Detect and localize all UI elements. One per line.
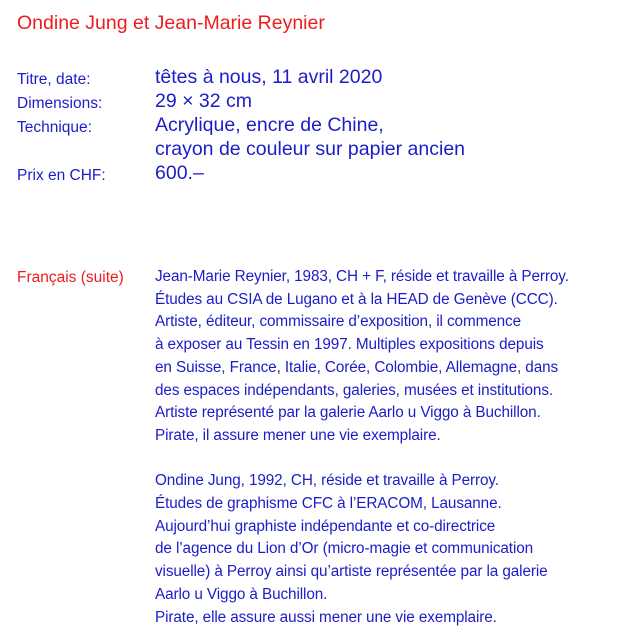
spec-value-technique-line-2: crayon de couleur sur papier ancien — [155, 138, 466, 160]
bio-line: Études de graphisme CFC à l’ERACOM, Lausanne. — [155, 495, 502, 513]
bio-line: des espaces indépendants, galeries, musées et institutions. — [155, 381, 554, 399]
bio-line: Pirate, il assure mener une vie exemplaire. — [155, 426, 441, 444]
bio-line: Aujourd’hui graphiste indépendante et co-directrice — [155, 517, 496, 535]
bio-line: Aarlo u Viggo à Buchillon. — [155, 585, 328, 603]
bio-text-block — [155, 266, 635, 629]
spec-value-dimensions: 29 × 32 cm — [155, 90, 253, 112]
spec-label-dimensions: Dimensions: — [17, 95, 103, 112]
bio-line: Études au CSIA de Lugano et à la HEAD de Genève (CCC). — [155, 290, 558, 308]
bio-line: en Suisse, France, Italie, Corée, Colombie, Allemagne, dans — [155, 358, 559, 376]
section-label-language: Français (suite) — [17, 269, 124, 286]
paragraph-spacer — [155, 448, 635, 471]
bio-line: Jean-Marie Reynier, 1983, CH + F, réside et travaille à Perroy. — [155, 268, 569, 285]
bio-line: Artiste, éditeur, commissaire d’exposition, il commence — [155, 313, 522, 331]
bio-line: visuelle) à Perroy ainsi qu’artiste représentée par la galerie — [155, 563, 548, 581]
spec-label-technique: Technique: — [17, 119, 92, 136]
spec-row-technique — [17, 113, 627, 161]
bio-ondine-jung — [155, 470, 635, 629]
spec-row-price — [17, 161, 627, 185]
spec-label-price: Prix en CHF: — [17, 167, 106, 184]
spec-row-dimensions — [17, 89, 627, 113]
spec-value-price: 600.– — [155, 162, 204, 184]
bio-line: Artiste représenté par la galerie Aarlo u Viggo à Buchillon. — [155, 404, 541, 422]
artwork-spec-list — [17, 65, 627, 185]
bio-line: Pirate, elle assure aussi mener une vie exemplaire. — [155, 608, 497, 626]
bio-line: de l’agence du Lion d’Or (micro-magie et communication — [155, 540, 534, 558]
spec-label-title-date: Titre, date: — [17, 71, 91, 88]
spec-value-title-date: têtes à nous, 11 avril 2020 — [155, 66, 383, 88]
bio-line: Ondine Jung, 1992, CH, réside et travaille à Perroy. — [155, 472, 499, 490]
spec-value-technique-line-1: Acrylique, encre de Chine, — [155, 114, 384, 136]
bio-line: à exposer au Tessin en 1997. Multiples expositions depuis — [155, 336, 544, 354]
spec-row-title-date — [17, 65, 627, 89]
bio-jean-marie-reynier — [155, 266, 635, 448]
page-title: Ondine Jung et Jean-Marie Reynier — [17, 12, 325, 34]
